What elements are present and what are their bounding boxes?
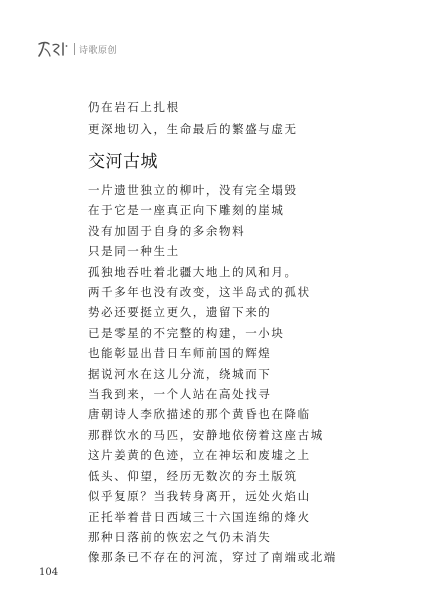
poem-line: 那群饮水的马匹，安静地依傍着这座古城 xyxy=(88,427,324,442)
stanza-top xyxy=(88,96,298,140)
poem-line: 没有加固于自身的多余物料 xyxy=(88,223,246,238)
header-divider xyxy=(74,43,75,55)
poem-line: 势必还要挺立更久，遗留下来的 xyxy=(88,305,272,320)
poem-line: 也能彰显出昔日车师前国的辉煌 xyxy=(88,346,272,361)
poem-line: 在于它是一座真正向下雕刻的崖城 xyxy=(88,203,285,218)
poem-line: 孤独地吞吐着北疆大地上的风和月。 xyxy=(88,264,298,279)
poem-line: 像那条已不存在的河流，穿过了南端或北端 xyxy=(88,550,337,565)
page-number: 104 xyxy=(39,567,59,578)
poem-line: 仍在岩石上扎根 xyxy=(88,100,180,114)
poem-line: 似乎复原？当我转身离开，远处火焰山 xyxy=(88,489,311,504)
page-header xyxy=(36,38,117,60)
poem-line: 这片姜黄的色迹，立在神坛和废墟之上 xyxy=(88,448,311,463)
section-title: 交河古城 xyxy=(88,152,158,172)
poem-line: 更深地切入，生命最后的繁盛与虚无 xyxy=(88,122,298,136)
poem-line: 那种日落前的恢宏之气仍未消失 xyxy=(88,529,272,544)
header-title: 诗歌原创 xyxy=(79,45,118,56)
poem-line: 两千多年也没有改变，这半岛式的孤状 xyxy=(88,285,311,300)
poem-line: 一片遗世独立的柳叶，没有完全塌毁 xyxy=(88,183,298,197)
poem-line: 正托举着昔日西域三十六国连绵的烽火 xyxy=(88,509,311,524)
stanza-main xyxy=(88,180,337,568)
poem-line: 当我到来，一个人站在高处找寻 xyxy=(88,387,272,402)
calligraphy-logo-icon xyxy=(36,38,72,60)
poem-line: 只是同一种生土 xyxy=(88,244,180,259)
poem-line: 已是零星的不完整的构建，一小块 xyxy=(88,325,285,340)
poem-line: 据说河水在这儿分流，绕城而下 xyxy=(88,366,272,381)
poem-line: 唐朝诗人李欣描述的那个黄昏也在降临 xyxy=(88,407,311,422)
poem-line: 低头、仰望，经历无数次的夯土版筑 xyxy=(88,468,298,483)
